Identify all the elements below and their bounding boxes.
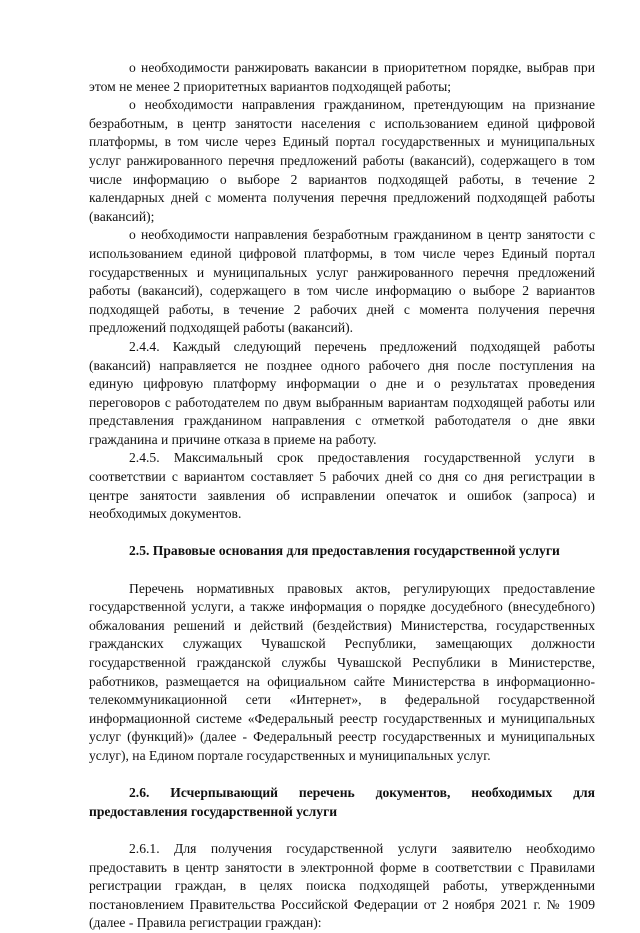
section-gap	[89, 821, 595, 840]
heading-2-6: 2.6. Исчерпывающий перечень документов, необходимых для предоставления государственной услуги	[89, 785, 595, 819]
paragraph-2-4-4: 2.4.4. Каждый следующий перечень предложений подходящей работы (вакансий) направляется не позднее одного рабочего дня после поступления на единую цифровую платформу информации о дне и о результатах проведения переговоров с работодателем по двум выбранным вариантам подходящей работы или представления гражданином направления с отметкой работодателя о дне явки гражданина и причине отказа в приеме на работу.	[89, 338, 595, 447]
section-gap	[89, 524, 595, 543]
heading-2-5: 2.5. Правовые основания для предоставления государственной услуги	[129, 543, 560, 559]
paragraph-ranking-vacancies: о необходимости ранжировать вакансии в приоритетном порядке, выбрав при этом не менее 2 приоритетных вариантов подходящей работы;	[89, 60, 595, 94]
section-gap	[89, 561, 595, 580]
paragraph-2-5: Перечень нормативных правовых актов, регулирующих предоставление государственной услуги, а также информация о порядке досудебного (внесудебного) обжалования решений и действий (бездействия) Министерства, государственных гражданских служащих Чувашской Республики, замещающих должности государственной гражданской службы Чувашской Республики в Министерстве, работников, размещается на официальном сайте Министерства в информационно-телекоммуникационной сети «Интернет», в федеральной государственной информационной системе «Федеральный реестр государственных и муниципальных услуг (функций)» (далее - Федеральный реестр государственных и муниципальных услуг), на Едином портале государственных и муниципальных услуг.	[89, 580, 595, 763]
paragraph-applicant-ranked-list: о необходимости направления гражданином, претендующим на признание безработным, в центр занятости населения с использованием единой цифровой платформы, в том числе через Единый портал государственных и муниципальных услуг ранжированного перечня предложений работы (вакансий), содержащего в том числе информацию о выборе 2 вариантов подходящей работы, в течение 2 календарных дней с момента получения перечня предложений подходящей работы (вакансий);	[89, 97, 595, 224]
section-gap	[89, 766, 595, 785]
paragraph-2-4-5: 2.4.5. Максимальный срок предоставления государственной услуги в соответствии с вариантом составляет 5 рабочих дней со дня со дня регистрации в центре занятости заявления об исправлении опечаток и ошибок (запроса) и необходимых документов.	[89, 450, 595, 522]
paragraph-unemployed-ranked-list: о необходимости направления безработным гражданином в центр занятости с использованием единой цифровой платформы, в том числе через Единый портал государственных и муниципальных услуг ранжированного перечня предложений работы (вакансий), содержащего в том числе информацию о выборе 2 вариантов подходящей работы, в течение 2 рабочих дней с момента получения перечня предложений подходящей работы (вакансий).	[89, 227, 595, 336]
document-page	[89, 59, 595, 933]
paragraph-2-6-1: 2.6.1. Для получения государственной услуги заявителю необходимо предоставить в центр занятости в электронной форме в соответствии с Правилами регистрации граждан, в целях поиска подходящей работы, утвержденными постановлением Правительства Российской Федерации от 2 ноября 2021 г. № 1909 (далее - Правила регистрации граждан):	[89, 840, 595, 931]
